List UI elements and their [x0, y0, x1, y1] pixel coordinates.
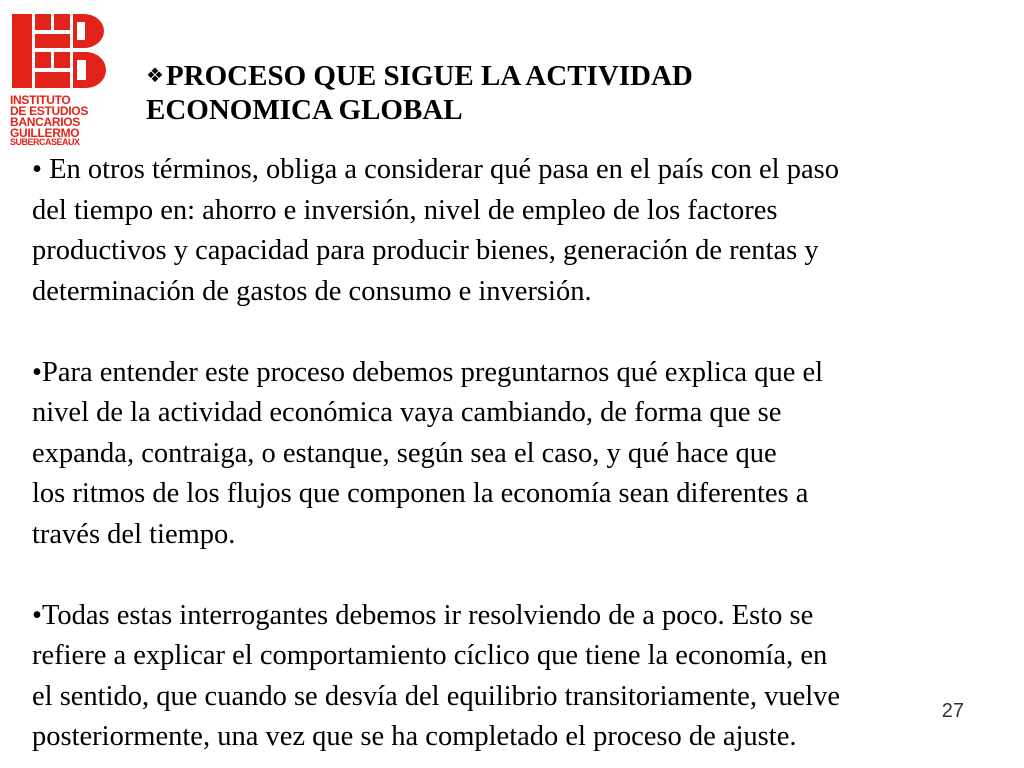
- paragraph-line: •Todas estas interrogantes debemos ir resolviendo de a poco. Esto se: [32, 599, 814, 631]
- paragraph-line: expanda, contraiga, o estanque, según sea el caso, y qué hace que: [32, 437, 777, 469]
- paragraph-line: los ritmos de los flujos que componen la economía sean diferentes a: [32, 478, 809, 509]
- paragraph-line: el sentido, que cuando se desvía del equilibrio transitoriamente, vuelve: [32, 680, 841, 712]
- logo-line: DE ESTUDIOS: [10, 104, 89, 118]
- logo-line: BANCARIOS: [10, 115, 80, 129]
- diamond-bullet-icon: ❖: [146, 63, 164, 87]
- paragraph-line: •Para entender este proceso debemos preguntarnos qué explica que el: [32, 356, 824, 388]
- logo-line: INSTITUTO: [10, 93, 71, 107]
- title-line: PROCESO QUE SIGUE LA ACTIVIDAD: [165, 60, 693, 92]
- paragraph: [32, 596, 1012, 758]
- institute-logo: [10, 12, 106, 147]
- logo-text: [10, 94, 106, 147]
- paragraph-line: través del tiempo.: [32, 518, 236, 550]
- paragraph-line: refiere a explicar el comportamiento cíclico que tiene la economía, en: [32, 640, 828, 671]
- paragraph-line: productivos y capacidad para producir bienes, generación de rentas y: [32, 235, 819, 266]
- logo-mark-icon: [10, 12, 106, 90]
- slide-title: [146, 58, 846, 127]
- paragraph-line: posteriormente, una vez que se ha completado el proceso de ajuste.: [32, 721, 797, 752]
- page-number: 27: [941, 700, 964, 722]
- logo-line: GUILLERMO: [10, 126, 80, 140]
- paragraph: [32, 150, 1012, 312]
- logo-line: SUBERCASEAUX: [10, 137, 80, 147]
- title-line: ECONOMICA GLOBAL: [146, 94, 463, 126]
- paragraph-line: nivel de la actividad económica vaya cambiando, de forma que se: [32, 397, 782, 428]
- paragraph: [32, 353, 1012, 556]
- paragraph-line: del tiempo en: ahorro e inversión, nivel de empleo de los factores: [32, 194, 778, 226]
- paragraph-line: • En otros términos, obliga a considerar qué pasa en el país con el paso: [32, 154, 839, 185]
- slide-body: [32, 150, 1012, 758]
- paragraph-line: determinación de gastos de consumo e inversión.: [32, 275, 592, 307]
